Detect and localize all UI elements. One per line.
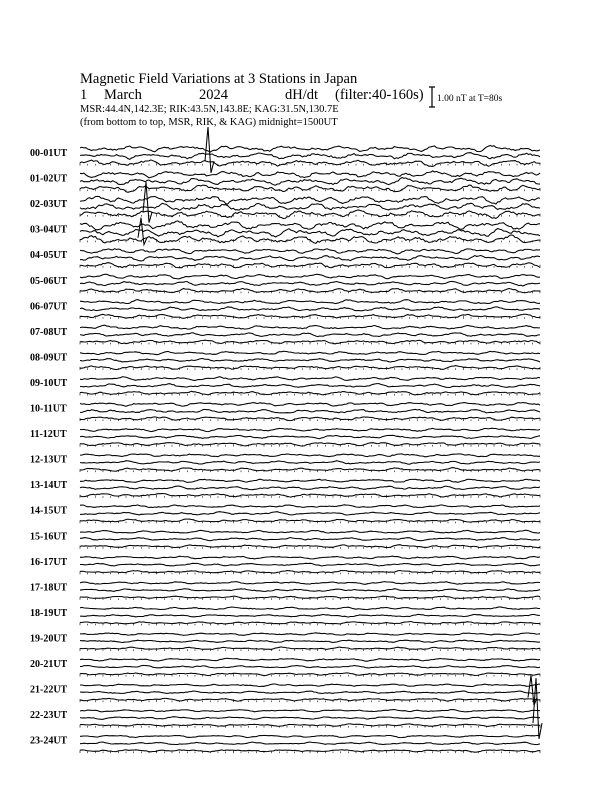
station-coordinates: MSR:44.4N,142.3E; RIK:43.5N,143.8E; KAG:31.5N,130.7E — [80, 104, 339, 115]
trace-RIK-09-10UT — [80, 384, 540, 388]
trace-KAG-20-21UT — [80, 658, 540, 661]
trace-RIK-05-06UT — [80, 281, 540, 286]
hour-label: 09-10UT — [30, 378, 68, 389]
trace-KAG-19-20UT — [80, 633, 540, 636]
trace-RIK-10-11UT — [80, 409, 540, 413]
hour-row-03-04UT — [30, 221, 540, 244]
trace-RIK-13-14UT — [80, 486, 540, 490]
hour-label: 23-24UT — [30, 735, 68, 747]
trace-KAG-17-18UT — [80, 582, 540, 585]
hour-label: 14-15UT — [30, 505, 68, 517]
hour-row-06-07UT — [30, 300, 540, 319]
minute-ticks — [80, 393, 540, 396]
hour-row-18-19UT — [30, 607, 540, 626]
quantity-label: dH/dt — [285, 87, 319, 103]
hour-row-04-05UT — [30, 249, 540, 268]
hour-row-17-18UT — [30, 582, 540, 600]
trace-KAG-13-14UT — [80, 479, 540, 482]
hour-label: 04-05UT — [30, 250, 68, 262]
minute-ticks — [80, 674, 540, 677]
trace-RIK-19-20UT — [80, 640, 540, 642]
hour-label: 00-01UT — [30, 148, 68, 159]
hour-row-13-14UT — [30, 479, 540, 498]
trace-RIK-07-08UT — [80, 333, 540, 337]
scale-bar-label: 1.00 nT at T=80s — [437, 94, 503, 104]
hour-label: 03-04UT — [30, 224, 68, 236]
hour-label: 22-23UT — [30, 710, 68, 722]
hour-label: 13-14UT — [30, 480, 68, 492]
minute-ticks — [80, 341, 540, 344]
trace-KAG-07-08UT — [80, 325, 540, 329]
date-year: 2024 — [199, 87, 228, 103]
hour-label: 07-08UT — [30, 326, 68, 338]
minute-ticks — [80, 597, 540, 600]
trace-RIK-03-04UT — [80, 229, 540, 237]
hour-row-19-20UT — [30, 633, 540, 651]
trace-KAG-22-23UT — [80, 710, 540, 713]
hour-label: 20-21UT — [30, 659, 68, 670]
minute-ticks — [80, 418, 540, 421]
hour-row-16-17UT — [30, 556, 540, 574]
hour-label: 18-19UT — [30, 607, 68, 619]
hour-label: 02-03UT — [30, 199, 68, 211]
trace-RIK-14-15UT — [80, 512, 540, 515]
trace-KAG-05-06UT — [80, 274, 540, 279]
hour-row-00-01UT — [30, 146, 540, 167]
trace-KAG-16-17UT — [80, 556, 540, 559]
chart-title: Magnetic Field Variations at 3 Stations in Japan — [80, 71, 358, 87]
hour-row-09-10UT — [30, 377, 540, 396]
trace-KAG-11-12UT — [80, 428, 540, 431]
trace-KAG-10-11UT — [80, 403, 540, 407]
hour-row-15-16UT — [30, 530, 540, 549]
trace-RIK-02-03UT — [80, 203, 540, 210]
hour-row-01-02UT — [30, 171, 540, 192]
trace-RIK-04-05UT — [80, 256, 540, 262]
trace-RIK-00-01UT — [80, 153, 540, 160]
hour-row-12-13UT — [30, 454, 540, 472]
trace-RIK-16-17UT — [80, 563, 540, 566]
trace-KAG-09-10UT — [80, 377, 540, 381]
trace-RIK-20-21UT — [80, 665, 540, 668]
trace-KAG-06-07UT — [80, 300, 540, 304]
hour-label: 21-22UT — [30, 684, 68, 696]
hour-row-21-22UT — [30, 684, 540, 702]
trace-RIK-17-18UT — [80, 589, 540, 592]
station-order-note: (from bottom to top, MSR, RIK, & KAG) midnight=1500UT — [80, 117, 338, 128]
hour-label: 05-06UT — [30, 275, 68, 287]
trace-KAG-18-19UT — [80, 607, 540, 610]
spike-mark — [205, 127, 214, 173]
hour-label: 17-18UT — [30, 582, 68, 594]
trace-RIK-01-02UT — [80, 178, 540, 186]
trace-KAG-15-16UT — [80, 530, 540, 533]
trace-RIK-12-13UT — [80, 461, 540, 465]
trace-RIK-18-19UT — [80, 614, 540, 617]
trace-RIK-08-09UT — [80, 359, 540, 363]
trace-KAG-14-15UT — [80, 505, 540, 508]
hour-label: 01-02UT — [30, 173, 68, 185]
trace-KAG-23-24UT — [80, 735, 540, 737]
hour-label: 19-20UT — [30, 633, 68, 645]
trace-RIK-23-24UT — [80, 742, 540, 745]
trace-RIK-15-16UT — [80, 538, 540, 541]
trace-KAG-08-09UT — [80, 351, 540, 354]
hour-row-02-03UT — [30, 196, 540, 218]
trace-KAG-12-13UT — [80, 454, 540, 457]
trace-KAG-01-02UT — [80, 171, 540, 178]
trace-KAG-21-22UT — [80, 684, 540, 687]
trace-RIK-22-23UT — [80, 717, 540, 720]
hour-row-20-21UT — [30, 658, 540, 676]
hour-label: 16-17UT — [30, 556, 68, 568]
trace-RIK-06-07UT — [80, 307, 540, 311]
hour-label: 08-09UT — [30, 352, 68, 364]
hour-row-23-24UT — [30, 735, 540, 753]
hour-label: 06-07UT — [30, 301, 68, 313]
date-month: March — [104, 87, 142, 103]
trace-RIK-21-22UT — [80, 691, 540, 694]
hour-label: 11-12UT — [30, 429, 67, 441]
hour-label: 10-11UT — [30, 403, 67, 415]
date-day: 1 — [80, 87, 88, 103]
minute-ticks — [80, 469, 540, 472]
hour-row-05-06UT — [30, 274, 540, 293]
trace-RIK-11-12UT — [80, 435, 540, 438]
hour-row-22-23UT — [30, 710, 540, 728]
hour-row-07-08UT — [30, 325, 540, 344]
spike-mark — [533, 678, 542, 739]
trace-KAG-00-01UT — [80, 146, 540, 153]
hour-row-14-15UT — [30, 505, 540, 523]
hour-row-10-11UT — [30, 403, 540, 422]
filter-label: (filter:40-160s) — [335, 87, 424, 103]
hour-row-08-09UT — [30, 351, 540, 370]
minute-ticks — [80, 750, 540, 753]
hour-label: 15-16UT — [30, 531, 68, 543]
hour-label: 12-13UT — [30, 454, 68, 466]
scale-bar — [429, 87, 435, 107]
trace-KAG-04-05UT — [80, 249, 540, 254]
minute-ticks — [80, 571, 540, 574]
hour-row-11-12UT — [30, 428, 540, 446]
